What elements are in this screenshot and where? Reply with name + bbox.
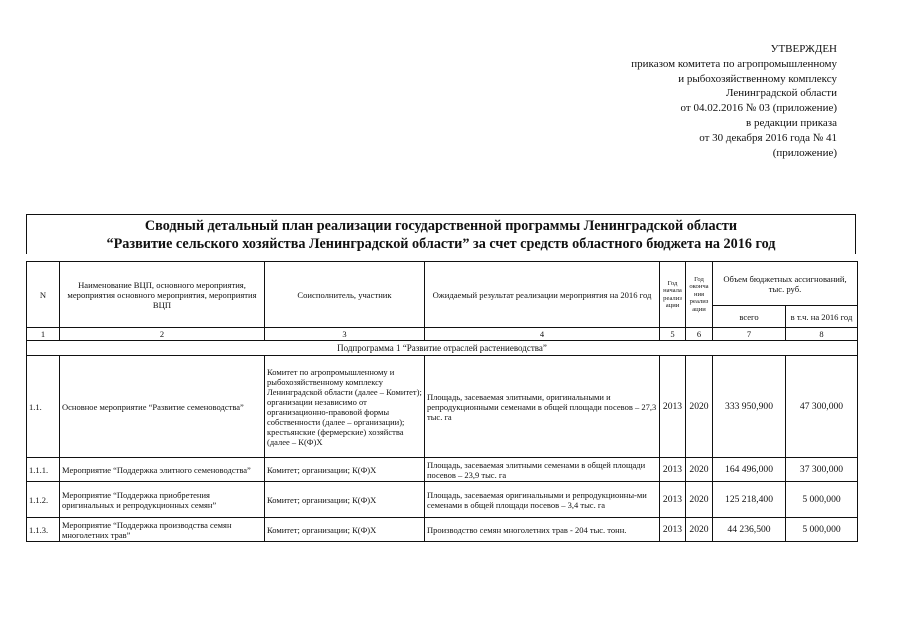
table-row <box>27 482 858 518</box>
approval-line: Ленинградской области <box>726 87 837 100</box>
header-n: N <box>27 262 60 328</box>
plan-table <box>26 261 858 542</box>
row-total: 44 236,500 <box>713 518 786 542</box>
row-year-start: 2013 <box>660 518 686 542</box>
row-n: 1.1.1. <box>27 458 60 482</box>
approval-line: (приложение) <box>772 146 837 159</box>
document-title <box>26 214 856 254</box>
column-numbers-row <box>27 328 858 341</box>
row-result: Площадь, засеваемая оригинальными и репродукционны-ми семенами в общей площади посевов – 3,4 тыс. га <box>425 482 660 518</box>
subprogram-row <box>27 341 858 356</box>
approval-line: от 30 декабря 2016 года № 41 <box>699 131 837 144</box>
row-year-start: 2013 <box>660 356 686 458</box>
row-result: Площадь, засеваемая элитными, оригинальными и репродукционными семенами в общей площади посевов – 27,3 тыс. га <box>425 356 660 458</box>
row-result: Производство семян многолетних трав - 204 тыс. тонн. <box>425 518 660 542</box>
row-executor: Комитет; организации; К(Ф)Х <box>265 458 425 482</box>
row-name: Мероприятие “Поддержка элитного семеноводства” <box>60 458 265 482</box>
header-result: Ожидаемый результат реализации мероприятия на 2016 год <box>425 262 660 328</box>
approval-line: УТВЕРЖДЕН <box>770 43 837 55</box>
header-in2016: в т.ч. на 2016 год <box>786 306 858 328</box>
approval-line: и рыбохозяйственному комплексу <box>678 72 837 85</box>
row-name: Мероприятие “Поддержка производства семян многолетних трав” <box>60 518 265 542</box>
approval-line: приказом комитета по агропромышленному <box>631 57 837 70</box>
row-n: 1.1. <box>27 356 60 458</box>
title-line-1: Сводный детальный план реализации государственной программы Ленинградской области <box>144 218 738 234</box>
table-row <box>27 458 858 482</box>
row-n: 1.1.2. <box>27 482 60 518</box>
column-number: 8 <box>786 328 858 341</box>
column-number: 2 <box>60 328 265 341</box>
row-year-end: 2020 <box>686 482 713 518</box>
row-executor: Комитет; организации; К(Ф)Х <box>265 482 425 518</box>
row-year-start: 2013 <box>660 458 686 482</box>
column-number: 6 <box>686 328 713 341</box>
column-number: 4 <box>425 328 660 341</box>
column-number: 1 <box>27 328 60 341</box>
row-in2016: 37 300,000 <box>786 458 858 482</box>
header-total: всего <box>713 306 786 328</box>
row-in2016: 5 000,000 <box>786 482 858 518</box>
row-year-start: 2013 <box>660 482 686 518</box>
row-total: 164 496,000 <box>713 458 786 482</box>
row-year-end: 2020 <box>686 458 713 482</box>
row-name: Основное мероприятие “Развитие семеноводства” <box>60 356 265 458</box>
row-result: Площадь, засеваемая элитными семенами в общей площади посевов – 23,9 тыс. га <box>425 458 660 482</box>
row-total: 125 218,400 <box>713 482 786 518</box>
table-row <box>27 518 858 542</box>
subprogram-title: Подпрограмма 1 “Развитие отраслей растениеводства” <box>27 341 858 356</box>
column-number: 5 <box>660 328 686 341</box>
column-number: 3 <box>265 328 425 341</box>
row-year-end: 2020 <box>686 518 713 542</box>
column-number: 7 <box>713 328 786 341</box>
approval-line: от 04.02.2016 № 03 (приложение) <box>680 102 837 115</box>
row-year-end: 2020 <box>686 356 713 458</box>
header-name: Наименование ВЦП, основного мероприятия, мероприятия основного мероприятия, мероприятия ВЦП <box>60 262 265 328</box>
row-executor: Комитет; организации; К(Ф)Х <box>265 518 425 542</box>
header-year-start: Год начала реализ ации <box>660 262 686 328</box>
approval-stamp <box>547 42 837 160</box>
row-in2016: 5 000,000 <box>786 518 858 542</box>
header-year-end: Год оконча ния реализ ации <box>686 262 713 328</box>
title-line-2: “Развитие сельского хозяйства Ленинградской области” за счет средств областного бюджета на 2016 год <box>106 236 776 252</box>
approval-line: в редакции приказа <box>746 116 837 129</box>
table-row <box>27 356 858 458</box>
header-row <box>27 262 858 306</box>
row-executor: Комитет по агропромышленному и рыбохозяйственному комплексу Ленинградской области (далее – Комитет); организации независимо от организационно-правовой формы собственности (далее – организации); крестьянские (фермерские) хозяйства (далее – К(Ф)Х <box>265 356 425 458</box>
row-n: 1.1.3. <box>27 518 60 542</box>
row-name: Мероприятие “Поддержка приобретения оригинальных и репродукционных семян” <box>60 482 265 518</box>
row-in2016: 47 300,000 <box>786 356 858 458</box>
header-budget: Объем бюджетных ассигнований, тыс. руб. <box>713 262 858 306</box>
header-executor: Соисполнитель, участник <box>265 262 425 328</box>
row-total: 333 950,900 <box>713 356 786 458</box>
